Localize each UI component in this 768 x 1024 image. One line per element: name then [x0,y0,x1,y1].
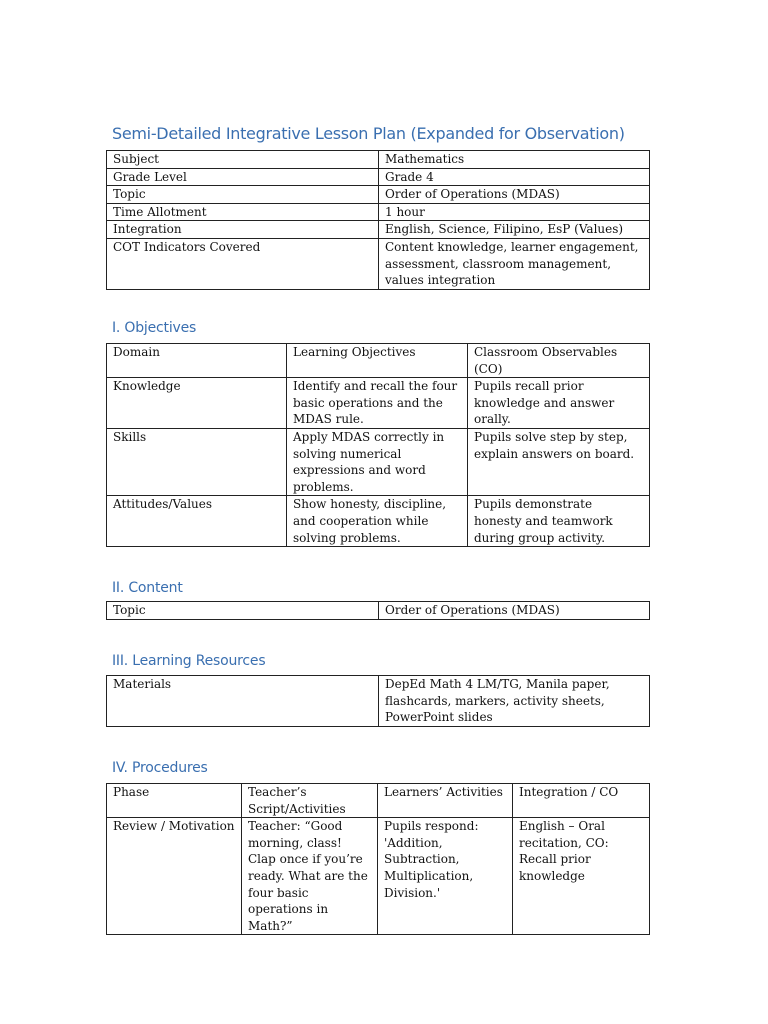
procedures-table [106,783,650,935]
table-row [107,238,650,289]
table-cell: Skills [107,428,287,495]
table-cell: Pupils respond: 'Addition, Subtraction, Multiplication, Division.' [378,818,513,935]
info-label: Grade Level [107,168,379,186]
info-label: Topic [107,186,379,204]
info-value: 1 hour [379,203,650,221]
table-row [107,203,650,221]
info-value: Mathematics [379,151,650,169]
table-row [107,496,650,547]
resources-label: Materials [107,676,379,727]
column-header: Learning Objectives [287,344,468,378]
content-heading: II. Content [112,580,183,596]
info-label: Integration [107,221,379,239]
table-cell: Pupils solve step by step, explain answers on board. [468,428,650,495]
resources-value: DepEd Math 4 LM/TG, Manila paper, flashcards, markers, activity sheets, PowerPoint slides [379,676,650,727]
column-header: Domain [107,344,287,378]
objectives-heading: I. Objectives [112,320,197,336]
table-row [107,151,650,169]
content-label: Topic [107,602,379,620]
resources-table [106,675,650,727]
table-row [107,602,650,620]
info-value: English, Science, Filipino, EsP (Values) [379,221,650,239]
info-value: Order of Operations (MDAS) [379,186,650,204]
table-row [107,186,650,204]
table-cell: Knowledge [107,378,287,429]
table-cell: Teacher: “Good morning, class! Clap once if you’re ready. What are the four basic operations in Math?” [242,818,378,935]
info-label: Subject [107,151,379,169]
info-label: COT Indicators Covered [107,238,379,289]
table-cell: Attitudes/Values [107,496,287,547]
table-cell: Identify and recall the four basic operations and the MDAS rule. [287,378,468,429]
column-header: Integration / CO [513,784,650,818]
info-table [106,150,650,290]
info-value: Grade 4 [379,168,650,186]
table-row [107,378,650,429]
resources-heading: III. Learning Resources [112,653,266,669]
column-header: Phase [107,784,242,818]
table-row [107,676,650,727]
content-value: Order of Operations (MDAS) [379,602,650,620]
column-header: Classroom Observables (CO) [468,344,650,378]
column-header: Learners’ Activities [378,784,513,818]
document-title: Semi-Detailed Integrative Lesson Plan (Expanded for Observation) [112,124,625,143]
table-cell: Pupils demonstrate honesty and teamwork during group activity. [468,496,650,547]
procedures-heading: IV. Procedures [112,760,208,776]
table-cell: Show honesty, discipline, and cooperation while solving problems. [287,496,468,547]
table-header-row [107,344,650,378]
info-label: Time Allotment [107,203,379,221]
table-row [107,818,650,935]
table-row [107,221,650,239]
table-cell: Apply MDAS correctly in solving numerical expressions and word problems. [287,428,468,495]
table-cell: Review / Motivation [107,818,242,935]
objectives-table [106,343,650,547]
table-row [107,428,650,495]
table-header-row [107,784,650,818]
table-cell: Pupils recall prior knowledge and answer orally. [468,378,650,429]
table-cell: English – Oral recitation, CO: Recall prior knowledge [513,818,650,935]
content-table [106,601,650,620]
info-value: Content knowledge, learner engagement, assessment, classroom management, values integration [379,238,650,289]
table-row [107,168,650,186]
column-header: Teacher’s Script/Activities [242,784,378,818]
